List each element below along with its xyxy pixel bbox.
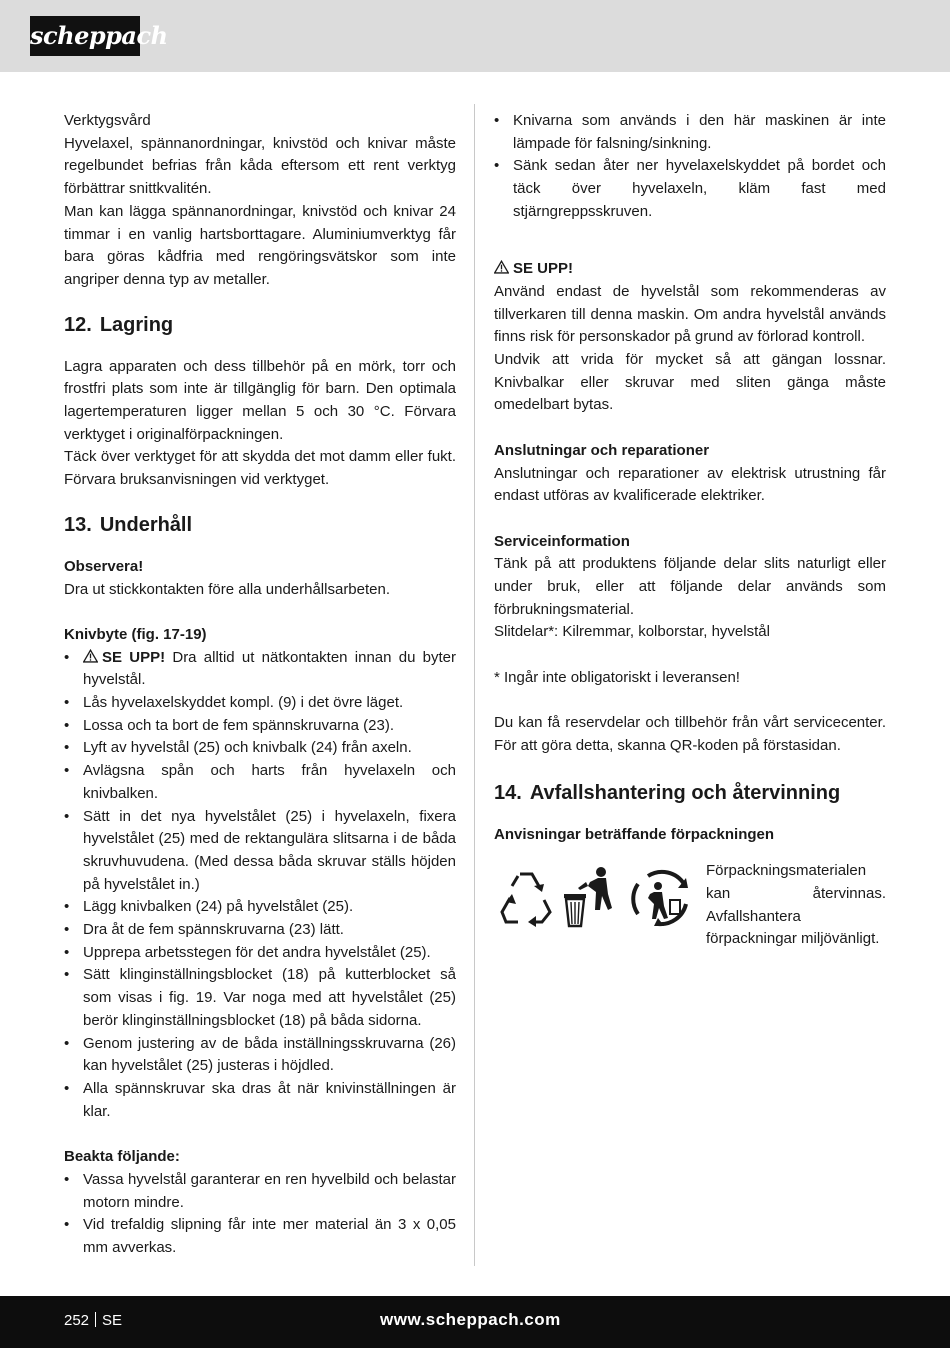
section-12-number: 12.: [64, 313, 92, 336]
list-item: • Upprepa arbetsstegen för det andra hyvelstålet (25).: [64, 942, 456, 965]
section-13-title: Underhåll: [99, 513, 193, 536]
recycling-icons: [498, 864, 694, 930]
connections-text: Anslutningar och reparationer av elektrisk utrustning får endast utföras av kvalificerade elektriker.: [494, 464, 886, 505]
top-list: [494, 110, 886, 224]
tool-care-title: Verktygsvård: [64, 112, 151, 129]
connections-title: Anslutningar och reparationer: [494, 441, 710, 459]
language-code: SE: [102, 1312, 123, 1329]
list-item: • Lås hyvelaxelskyddet kompl. (9) i det övre läget.: [64, 692, 456, 715]
recycle-circle-icon: [633, 872, 688, 926]
column-divider: [474, 104, 475, 1266]
page-number-block: [64, 1310, 122, 1332]
right-column: [494, 110, 886, 956]
list-item: • Genom justering av de båda inställningsskruvarna (26) kan hyvelstålet (25) justeras i höjdled.: [64, 1033, 456, 1078]
list-item: • Sänk sedan åter ner hyvelaxelskyddet på bordet och täck över hyvelaxeln, kläm fast med stjärngreppsskruven.: [494, 155, 886, 223]
list-item: • Dra åt de fem spännskruvarna (23) lätt.: [64, 919, 456, 942]
warning-triangle-icon: [494, 260, 509, 274]
list-item: [64, 647, 456, 692]
packaging-block: [494, 860, 886, 956]
scheppach-logo: scheppach: [30, 16, 140, 56]
list-item: • Vid trefaldig slipning får inte mer material än 3 x 0,05 mm avverkas.: [64, 1214, 456, 1259]
packaging-title: Anvisningar beträffande förpackningen: [494, 825, 775, 843]
list-item: • Lyft av hyvelstål (25) och knivbalk (24) från axeln.: [64, 737, 456, 760]
service-text: Tänk på att produktens följande delar slits naturligt eller under bruk, eller att följande delar används som förbrukningsmaterial. Slitdelar*: Kilremmar, kolborstar, hyvelstål: [494, 555, 886, 641]
list-item: • Knivarna som används i den här maskinen är inte lämpade för falsning/sinkning.: [494, 110, 886, 155]
observe-text: Dra ut stickkontakten före alla underhållsarbeten.: [64, 580, 391, 598]
section-14-number: 14.: [494, 781, 522, 804]
spare-parts-text: Du kan få reservdelar och tillbehör från vårt servicecenter. För att göra detta, skanna QR-koden på förstasidan.: [494, 714, 886, 754]
section-12-title: Lagring: [99, 313, 174, 336]
section-14-title: Avfallshantering och återvinning: [529, 781, 841, 804]
recycle-arrows-icon: [502, 874, 550, 927]
service-title: Serviceinformation: [494, 532, 630, 550]
list-item: • Vassa hyvelstål garanterar en ren hyvelbild och belastar motorn mindre.: [64, 1169, 456, 1214]
section-14-heading: [494, 780, 886, 806]
knife-change-title: Knivbyte (fig. 17-19): [64, 625, 207, 643]
section-13-heading: [64, 512, 456, 538]
warning-heading: [494, 258, 886, 281]
page-number: 252: [64, 1312, 90, 1329]
knife-warn-text: Dra alltid ut nätkontakten innan du byter hyvelstål.: [83, 648, 457, 689]
packaging-text: Förpackningsmaterialen kan återvinnas. Avfallshantera förpackningar miljövänligt.: [706, 862, 886, 948]
page-header: [0, 0, 950, 72]
list-item: • Sätt klinginställningsblocket (18) på kutterblocket så som visas i fig. 19. Var noga med att hyvelstålet (25) berör klinginställningsblocket (18) på båda sidorna.: [64, 964, 456, 1032]
list-item: • Lossa och ta bort de fem spännskruvarna (23).: [64, 715, 456, 738]
tool-care-text: Hyvelaxel, spännanordningar, knivstöd och knivar måste regelbundet befrias från kåda eftersom ett rent verktyg förbättrar snittkvalitén. Man kan lägga spännanordningar, knivstöd och knivar 24 timmar i en vanlig hartsborttagare. Aluminiumverktyg får bara göras kådfria med rengöringsvätskor som inte angriper denna typ av metaller.: [64, 134, 456, 288]
note-list: [64, 1169, 456, 1260]
list-item: • Sätt in det nya hyvelstålet (25) i hyvelaxeln, fixera hyvelstålet (25) med de rektangulära slitsarna i de båda skruvhuvudena. (Med dessa båda skruvar ställs höjden på hyvelstålet in.): [64, 806, 456, 897]
section-12-heading: [64, 312, 456, 338]
knife-change-list: [64, 647, 456, 1124]
list-item: • Lägg knivbalken (24) på hyvelstålet (25).: [64, 896, 456, 919]
note-title: Beakta följande:: [64, 1148, 180, 1166]
tidyman-icon: [564, 867, 612, 926]
storage-text: Lagra apparaten och dess tillbehör på en mörk, torr och frostfri plats som inte är tillgänglig för barn. Den optimala lagertemperaturen ligger mellan 5 och 30 °C. Förvara verktyget i originalförpackningen. Täck över verktyget för att skydda det mot damm eller fukt. Förvara bruksanvisningen vid verktyget.: [64, 357, 456, 489]
service-note: * Ingår inte obligatoriskt i leveransen!: [494, 668, 740, 686]
warning-triangle-icon: [83, 649, 98, 663]
page-footer: [0, 1296, 950, 1348]
website-url: www.scheppach.com: [380, 1310, 561, 1329]
knife-warn-label: SE UPP!: [102, 648, 166, 666]
list-item: • Avlägsna spån och harts från hyvelaxeln och knivbalken.: [64, 760, 456, 805]
left-column: [64, 110, 456, 1260]
observe-title: Observera!: [64, 557, 144, 575]
warning-label: SE UPP!: [513, 260, 574, 278]
warning-text: Använd endast de hyvelstål som rekommenderas av tillverkaren till denna maskin. Om andra hyvelstål används finns risk för personskador på grund av förlorad kontroll. Undvik att vrida för mycket så att gängan lossnar. Knivbalkar eller skruvar med sliten gänga måste omedelbart bytas.: [494, 282, 886, 414]
list-item: • Alla spännskruvar ska dras åt när knivinställningen är klar.: [64, 1078, 456, 1123]
section-13-number: 13.: [64, 513, 92, 536]
